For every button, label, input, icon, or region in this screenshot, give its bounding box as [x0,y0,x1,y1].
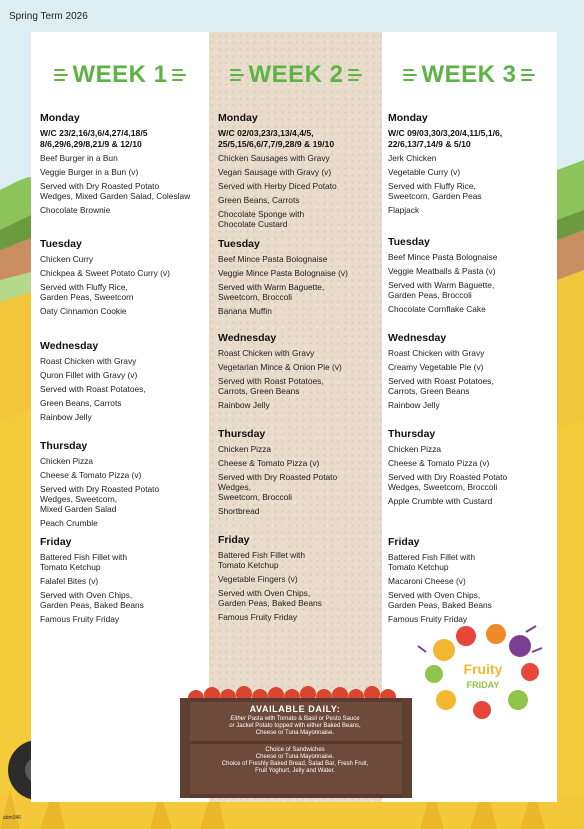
crate-graphic [176,684,416,802]
menu-item: Chicken Pizza [218,444,272,454]
menu-item: Served with Fluffy Rice, Garden Peas, Sweetcorn [40,282,134,302]
menu-item: Rainbow Jelly [218,400,270,410]
dash-decoration [521,69,535,81]
dash-decoration [403,69,417,81]
week-commencing-dates: W/C 23/2,16/3,6/4,27/4,18/5 8/6,29/6,29/8,21/9 & 12/10 [40,128,148,149]
day-name: Wednesday [40,340,99,352]
menu-item: Served with Dry Roasted Potato Wedges, Sweetcorn, Broccoli [388,472,508,492]
menu-item: Served with Oven Chips, Garden Peas, Baked Beans [218,588,322,608]
menu-item: Roast Chicken with Gravy [40,356,137,366]
menu-item: Oaty Cinnamon Cookie [40,306,127,316]
menu-item: Chocolate Sponge with Chocolate Custard [218,209,305,229]
day-thursday [388,428,552,510]
menu-item: Veggie Burger in a Bun (v) [40,167,139,177]
menu-item: Jerk Chicken [388,153,437,163]
menu-item: Served with Dry Roasted Potato Wedges, Sweetcorn, Mixed Garden Salad [40,484,160,514]
menu-item: Shortbread [218,506,260,516]
menu-item: Served with Warm Baguette, Garden Peas, Broccoli [388,280,495,300]
day-wednesday [40,340,208,426]
menu-item: Served with Oven Chips, Garden Peas, Baked Beans [388,590,492,610]
menu-item: Beef Mince Pasta Bolognaise [218,254,328,264]
week1-heading: WEEK 1 [40,58,200,92]
menu-item: Served with Roast Potatoes, Carrots, Green Beans [388,376,494,396]
day-name: Thursday [218,428,266,440]
menu-item: Veggie Meatballs & Pasta (v) [388,266,496,276]
day-name: Wednesday [388,332,447,344]
menu-item: Rainbow Jelly [40,412,92,422]
menu-item: Macaroni Cheese (v) [388,576,466,586]
menu-item: Beef Burger in a Bun [40,153,118,163]
menu-item: Served with Roast Potatoes, Carrots, Green Beans [218,376,324,396]
day-friday [40,536,208,628]
menu-item: Served with Fluffy Rice, Sweetcorn, Garden Peas [388,181,482,201]
day-name: Tuesday [40,238,82,250]
menu-item: Chicken Curry [40,254,94,264]
fruity-logo-line1: Fruity [463,661,503,677]
day-monday [218,112,380,233]
menu-item: Rainbow Jelly [388,400,440,410]
menu-item: Apple Crumble with Custard [388,496,493,506]
daily-yoghurt-line: Fruit Yoghurt, Jelly and Water. [255,768,335,774]
fruity-friday-logo [416,622,548,722]
menu-item: Served with Dry Roasted Potato Wedges, Mixed Garden Salad, Coleslaw [40,181,191,201]
menu-item: Served with Roast Potatoes, [40,384,146,394]
menu-item: Famous Fruity Friday [388,614,468,624]
day-thursday [40,440,208,532]
day-monday [388,112,552,219]
dash-decoration [172,69,186,81]
day-tuesday [40,238,208,320]
day-thursday [218,428,380,520]
day-wednesday [388,332,552,414]
menu-item: Creamy Vegetable Pie (v) [388,362,484,372]
menu-item: Chickpea & Sweet Potato Curry (v) [40,268,170,278]
available-daily-title: AVAILABLE DAILY: [249,704,341,714]
daily-fillings-line: Cheese or Tuna Mayonnaise. [255,730,335,736]
day-name: Thursday [388,428,436,440]
menu-item: Falafel Bites (v) [40,576,99,586]
menu-item: Chicken Pizza [40,456,94,466]
menu-item: Battered Fish Fillet with Tomato Ketchup [40,552,128,572]
menu-item: Chicken Sausages with Gravy [218,153,330,163]
dash-decoration [54,69,68,81]
menu-item: Peach Crumble [40,518,98,528]
day-name: Tuesday [388,236,430,248]
daily-pasta-line: Either Pasta with Tomato & Basil or Pesto Sauce [230,716,360,722]
day-name: Monday [40,112,80,124]
day-name: Monday [218,112,258,124]
dash-decoration [348,69,362,81]
menu-item: Chocolate Brownie [40,205,111,215]
menu-item: Flapjack [388,205,420,215]
menu-item: Roast Chicken with Gravy [388,348,485,358]
day-name: Friday [40,536,72,548]
menu-item: Battered Fish Fillet with Tomato Ketchup [388,552,476,572]
menu-item: Beef Mince Pasta Bolognaise [388,252,498,262]
menu-item: Famous Fruity Friday [40,614,120,624]
dash-decoration [230,69,244,81]
menu-item: Green Beans, Carrots [218,195,300,205]
day-name: Friday [388,536,420,548]
menu-item: Vegetable Curry (v) [388,167,461,177]
menu-item: Served with Oven Chips, Garden Peas, Baked Beans [40,590,144,610]
fruity-logo-line2: FRIDAY [466,680,500,690]
day-monday [40,112,208,219]
menu-item: Battered Fish Fillet with Tomato Ketchup [218,550,306,570]
menu-item: Vegan Sausage with Gravy (v) [218,167,332,177]
week3-heading: WEEK 3 [387,58,551,92]
menu-item: Cheese & Tomato Pizza (v) [40,470,142,480]
menu-item: Veggie Mince Pasta Bolognaise (v) [218,268,348,278]
week2-heading: WEEK 2 [214,58,378,92]
menu-item: Vegetarian Mince & Onion Pie (v) [218,362,342,372]
day-tuesday [388,236,552,318]
day-friday [388,536,552,628]
day-name: Thursday [40,440,88,452]
menu-item: Served with Warm Baguette, Sweetcorn, Broccoli [218,282,325,302]
menu-item: Served with Dry Roasted Potato Wedges, Sweetcorn, Broccoli [218,472,338,502]
menu-item: Quron Fillet with Gravy (v) [40,370,138,380]
menu-item: Cheese & Tomato Pizza (v) [218,458,320,468]
menu-item: Chocolate Cornflake Cake [388,304,486,314]
week-commencing-dates: W/C 02/03,23/3,13/4,4/5, 25/5,15/6,6/7,7/9,28/9 & 19/10 [218,128,335,149]
footer-code: abm346 [3,815,22,821]
day-friday [218,534,380,626]
term-label: Spring Term 2026 [9,11,88,22]
menu-item: Green Beans, Carrots [40,398,122,408]
menu-item: Served with Herby Diced Potato [218,181,337,191]
menu-item: Banana Muffin [218,306,272,316]
day-tuesday [218,238,380,320]
daily-sandwich-fillings-line: Cheese or Tuna Mayonnaise. [255,754,335,760]
menu-item: Vegetable Fingers (v) [218,574,298,584]
menu-item: Roast Chicken with Gravy [218,348,315,358]
day-name: Monday [388,112,428,124]
menu-item: Famous Fruity Friday [218,612,298,622]
daily-potato-line: or Jacket Potato topped with either Baked Beans, [229,723,361,729]
day-name: Friday [218,534,250,546]
day-name: Wednesday [218,332,277,344]
day-wednesday [218,332,380,414]
daily-sandwiches-line: Choice of Sandwiches [265,747,325,753]
week-commencing-dates: W/C 09/03,30/3,20/4,11/5,1/6, 22/6,13/7,14/9 & 5/10 [388,128,503,149]
day-name: Tuesday [218,238,260,250]
menu-item: Chicken Pizza [388,444,442,454]
menu-item: Cheese & Tomato Pizza (v) [388,458,490,468]
daily-bread-line: Choice of Freshly Baked Bread, Salad Bar, Fresh Fruit, [221,761,369,767]
